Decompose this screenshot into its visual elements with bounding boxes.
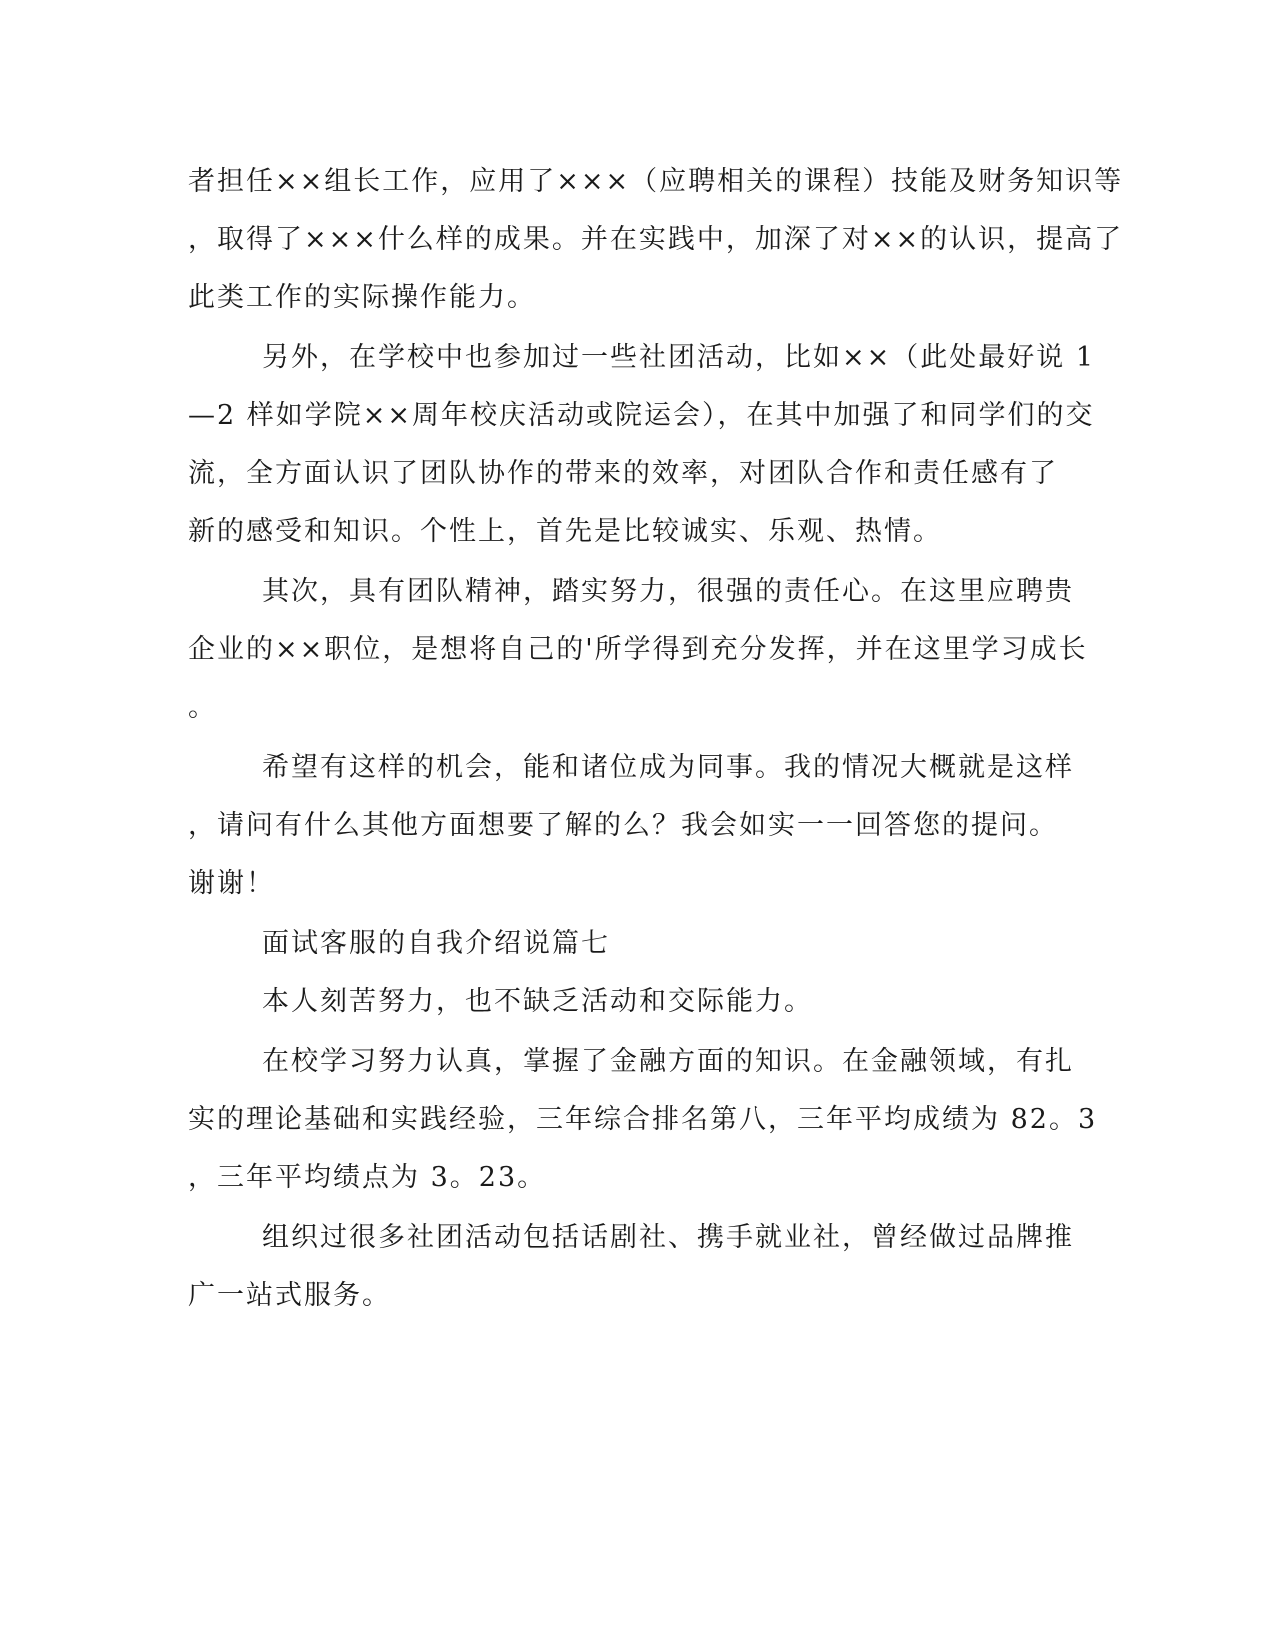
paragraph-line: 企业的××职位，是想将自己的'所学得到充分发挥，并在这里学习成长 [188, 634, 1088, 665]
paragraph-line: 广一站式服务。 [188, 1280, 391, 1311]
paragraph-line: 新的感受和知识。个性上，首先是比较诚实、乐观、热情。 [188, 516, 942, 547]
paragraph-line: —2 样如学院××周年校庆活动或院运会），在其中加强了和同学们的交 [188, 400, 1095, 431]
paragraph-line: ，取得了×××什么样的成果。并在实践中，加深了对××的认识，提高了 [188, 224, 1124, 255]
paragraph-line: 者担任××组长工作，应用了×××（应聘相关的课程）技能及财务知识等 [188, 166, 1124, 197]
section-heading: 面试客服的自我介绍说篇七 [262, 928, 610, 959]
paragraph-line: 此类工作的实际操作能力。 [188, 282, 536, 313]
paragraph-line: ，请问有什么其他方面想要了解的么？我会如实一一回答您的提问。 [188, 810, 1058, 841]
paragraph-line: 谢谢！ [188, 868, 275, 899]
paragraph-line: 其次，具有团队精神，踏实努力，很强的责任心。在这里应聘贵 [262, 576, 1074, 607]
paragraph-line: 本人刻苦努力，也不缺乏活动和交际能力。 [262, 986, 813, 1017]
paragraph-line: 流，全方面认识了团队协作的带来的效率，对团队合作和责任感有了 [188, 458, 1058, 489]
paragraph-line: 在校学习努力认真，掌握了金融方面的知识。在金融领域，有扎 [262, 1046, 1074, 1077]
paragraph-line: 组织过很多社团活动包括话剧社、携手就业社，曾经做过品牌推 [262, 1222, 1074, 1253]
paragraph-line: 实的理论基础和实践经验，三年综合排名第八，三年平均成绩为 82。3 [188, 1104, 1098, 1135]
paragraph-line: 。 [188, 692, 217, 723]
paragraph-line: 希望有这样的机会，能和诸位成为同事。我的情况大概就是这样 [262, 752, 1074, 783]
paragraph-line: 另外，在学校中也参加过一些社团活动，比如××（此处最好说 1 [262, 342, 1096, 373]
paragraph-line: ，三年平均绩点为 3。23。 [188, 1162, 547, 1193]
